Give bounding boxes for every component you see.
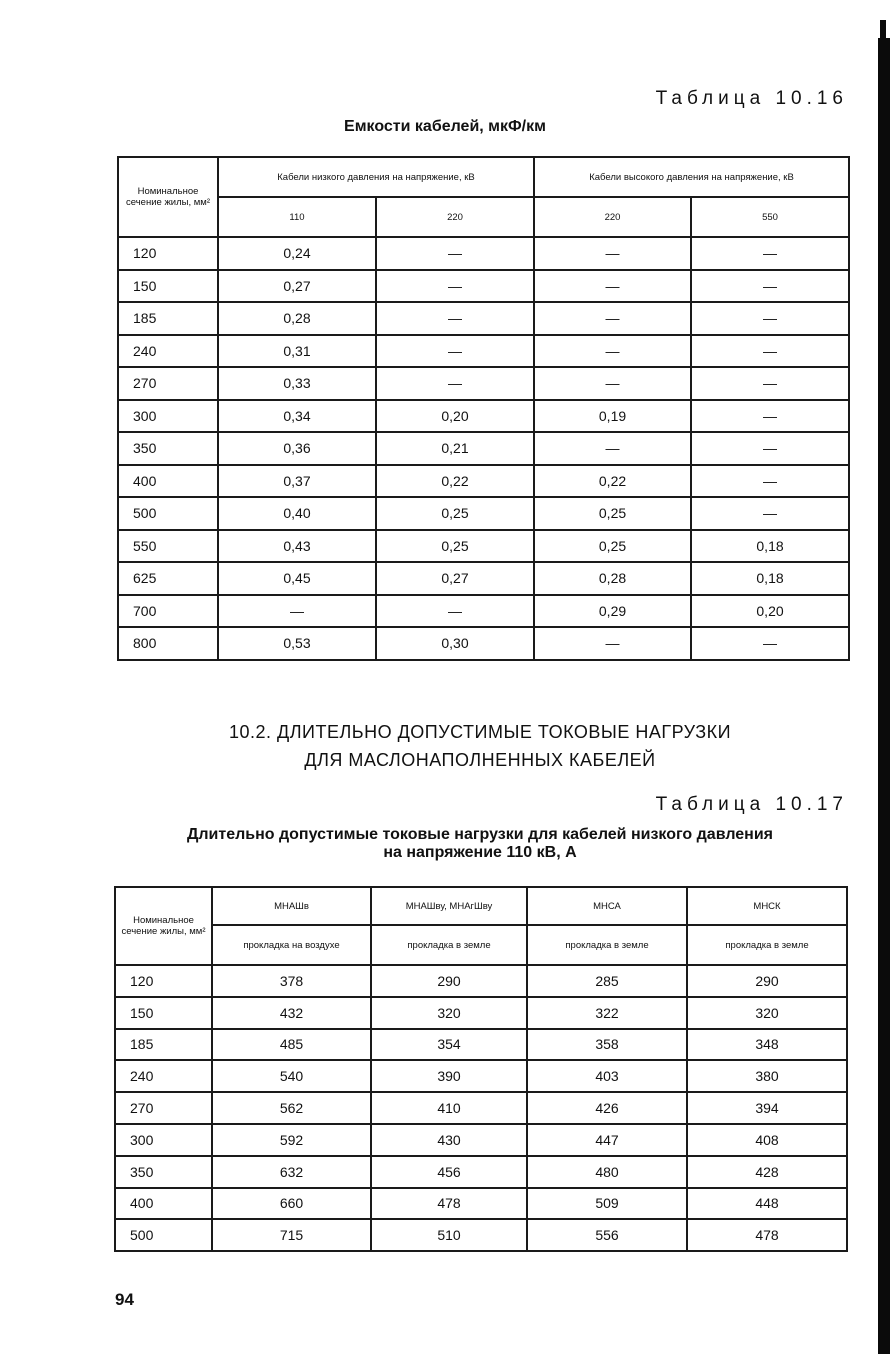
value-cell: 0,28 (218, 302, 376, 335)
laying-header: прокладка в земле (527, 925, 687, 965)
value-cell: 0,21 (376, 432, 534, 465)
value-cell: 715 (212, 1219, 371, 1251)
value-cell: — (691, 270, 849, 303)
value-cell: 410 (371, 1092, 527, 1124)
value-cell: 448 (687, 1188, 847, 1220)
table-row (115, 965, 847, 997)
value-cell: 380 (687, 1060, 847, 1092)
value-cell: 0,27 (218, 270, 376, 303)
value-cell: 0,33 (218, 367, 376, 400)
value-cell: — (691, 400, 849, 433)
cable-type-header: МНСА (527, 887, 687, 925)
value-cell: — (376, 302, 534, 335)
current-load-table (114, 886, 848, 1252)
laying-header: прокладка в земле (371, 925, 527, 965)
laying-header: прокладка в земле (687, 925, 847, 965)
value-cell: 320 (687, 997, 847, 1029)
page-edge-shadow (878, 38, 890, 1354)
section-header: Номинальное сечение жилы, мм² (115, 887, 212, 965)
value-cell: — (218, 595, 376, 628)
value-cell: — (534, 367, 691, 400)
table-row (118, 335, 849, 368)
value-cell: 540 (212, 1060, 371, 1092)
table-row (115, 1188, 847, 1220)
section-cell: 625 (118, 562, 218, 595)
cable-type-header: МНАШв (212, 887, 371, 925)
value-cell: 430 (371, 1124, 527, 1156)
value-cell: 0,25 (534, 497, 691, 530)
section-cell: 240 (118, 335, 218, 368)
value-cell: 478 (371, 1188, 527, 1220)
value-cell: — (691, 335, 849, 368)
value-cell: 358 (527, 1029, 687, 1061)
table-row (118, 497, 849, 530)
value-cell: — (376, 335, 534, 368)
value-cell: 290 (371, 965, 527, 997)
value-cell: 480 (527, 1156, 687, 1188)
table-row (118, 237, 849, 270)
value-cell: — (691, 237, 849, 270)
title-line: Длительно допустимые токовые нагрузки для кабелей низкого давления (186, 826, 774, 843)
table-row (115, 1060, 847, 1092)
value-cell: 556 (527, 1219, 687, 1251)
table-row (118, 627, 849, 660)
cable-type-header: МНСК (687, 887, 847, 925)
value-cell: 428 (687, 1156, 847, 1188)
value-cell: 0,40 (218, 497, 376, 530)
section-heading-line: 10.2. ДЛИТЕЛЬНО ДОПУСТИМЫЕ ТОКОВЫЕ НАГРУЗКИ (228, 722, 732, 742)
section-cell: 185 (115, 1029, 212, 1061)
section-cell: 500 (118, 497, 218, 530)
section-cell: 700 (118, 595, 218, 628)
value-cell: 0,43 (218, 530, 376, 563)
low-pressure-header: Кабели низкого давления на напряжение, кВ (218, 157, 534, 197)
value-cell: 0,37 (218, 465, 376, 498)
table-row (118, 530, 849, 563)
value-cell: 0,29 (534, 595, 691, 628)
value-cell: 0,25 (534, 530, 691, 563)
voltage-header: 220 (376, 197, 534, 237)
value-cell: — (691, 497, 849, 530)
section-cell: 150 (115, 997, 212, 1029)
section-cell: 185 (118, 302, 218, 335)
value-cell: 456 (371, 1156, 527, 1188)
value-cell: — (691, 465, 849, 498)
value-cell: — (376, 270, 534, 303)
value-cell: 660 (212, 1188, 371, 1220)
section-cell: 500 (115, 1219, 212, 1251)
value-cell: 0,36 (218, 432, 376, 465)
value-cell: 592 (212, 1124, 371, 1156)
voltage-header: 110 (218, 197, 376, 237)
table-row (118, 270, 849, 303)
section-cell: 120 (115, 965, 212, 997)
section-heading-line: ДЛЯ МАСЛОНАПОЛНЕННЫХ КАБЕЛЕЙ (304, 750, 656, 770)
section-cell: 350 (118, 432, 218, 465)
section-header: Номинальное сечение жилы, мм² (118, 157, 218, 237)
section-cell: 240 (115, 1060, 212, 1092)
value-cell: — (376, 595, 534, 628)
value-cell: 0,45 (218, 562, 376, 595)
page-number: 94 (115, 1290, 134, 1309)
value-cell: 0,20 (376, 400, 534, 433)
value-cell: 0,27 (376, 562, 534, 595)
value-cell: 426 (527, 1092, 687, 1124)
value-cell: 632 (212, 1156, 371, 1188)
table-row (115, 1156, 847, 1188)
value-cell: 432 (212, 997, 371, 1029)
value-cell: 0,18 (691, 562, 849, 595)
value-cell: 0,24 (218, 237, 376, 270)
value-cell: 408 (687, 1124, 847, 1156)
table-row (118, 465, 849, 498)
value-cell: 0,22 (376, 465, 534, 498)
table-row (115, 1092, 847, 1124)
value-cell: 290 (687, 965, 847, 997)
table-row (118, 562, 849, 595)
value-cell: 0,22 (534, 465, 691, 498)
value-cell: 348 (687, 1029, 847, 1061)
section-cell: 800 (118, 627, 218, 660)
voltage-header: 550 (691, 197, 849, 237)
value-cell: 378 (212, 965, 371, 997)
value-cell: — (691, 432, 849, 465)
high-pressure-header: Кабели высокого давления на напряжение, кВ (534, 157, 849, 197)
value-cell: — (376, 367, 534, 400)
value-cell: 320 (371, 997, 527, 1029)
value-cell: 478 (687, 1219, 847, 1251)
table-10-17-label: Таблица 10.17 (655, 794, 848, 815)
value-cell: 485 (212, 1029, 371, 1061)
title-line: на напряжение 110 кВ, А (383, 844, 577, 861)
value-cell: 0,28 (534, 562, 691, 595)
table-10-17-title (0, 826, 890, 862)
value-cell: 510 (371, 1219, 527, 1251)
section-cell: 150 (118, 270, 218, 303)
section-cell: 120 (118, 237, 218, 270)
value-cell: 0,19 (534, 400, 691, 433)
capacitance-table (117, 156, 850, 661)
table-10-16-title: Емкости кабелей, мкФ/км (344, 118, 546, 135)
value-cell: 0,25 (376, 497, 534, 530)
value-cell: — (534, 302, 691, 335)
voltage-header: 220 (534, 197, 691, 237)
value-cell: — (534, 627, 691, 660)
value-cell: 0,25 (376, 530, 534, 563)
value-cell: — (534, 237, 691, 270)
value-cell: — (691, 367, 849, 400)
value-cell: 0,53 (218, 627, 376, 660)
section-cell: 270 (115, 1092, 212, 1124)
value-cell: 322 (527, 997, 687, 1029)
cable-type-header: МНАШву, МНАгШву (371, 887, 527, 925)
laying-header: прокладка на воздухе (212, 925, 371, 965)
table-10-16-label: Таблица 10.16 (655, 88, 848, 109)
section-cell: 300 (115, 1124, 212, 1156)
value-cell: 0,31 (218, 335, 376, 368)
section-cell: 300 (118, 400, 218, 433)
table-row (118, 302, 849, 335)
value-cell: 394 (687, 1092, 847, 1124)
table-row (118, 595, 849, 628)
value-cell: 390 (371, 1060, 527, 1092)
value-cell: 0,30 (376, 627, 534, 660)
table-row (115, 1219, 847, 1251)
value-cell: 403 (527, 1060, 687, 1092)
value-cell: 509 (527, 1188, 687, 1220)
value-cell: — (534, 270, 691, 303)
value-cell: — (691, 302, 849, 335)
section-cell: 400 (115, 1188, 212, 1220)
section-cell: 550 (118, 530, 218, 563)
table-row (115, 997, 847, 1029)
table-row (118, 367, 849, 400)
value-cell: 0,34 (218, 400, 376, 433)
value-cell: 354 (371, 1029, 527, 1061)
table-row (115, 1029, 847, 1061)
section-cell: 270 (118, 367, 218, 400)
table-row (115, 1124, 847, 1156)
value-cell: 562 (212, 1092, 371, 1124)
section-cell: 350 (115, 1156, 212, 1188)
value-cell: 447 (527, 1124, 687, 1156)
value-cell: 0,20 (691, 595, 849, 628)
value-cell: — (534, 432, 691, 465)
value-cell: — (534, 335, 691, 368)
table-row (118, 432, 849, 465)
value-cell: 0,18 (691, 530, 849, 563)
value-cell: — (376, 237, 534, 270)
value-cell: 285 (527, 965, 687, 997)
section-heading (0, 718, 890, 774)
section-cell: 400 (118, 465, 218, 498)
value-cell: — (691, 627, 849, 660)
table-row (118, 400, 849, 433)
